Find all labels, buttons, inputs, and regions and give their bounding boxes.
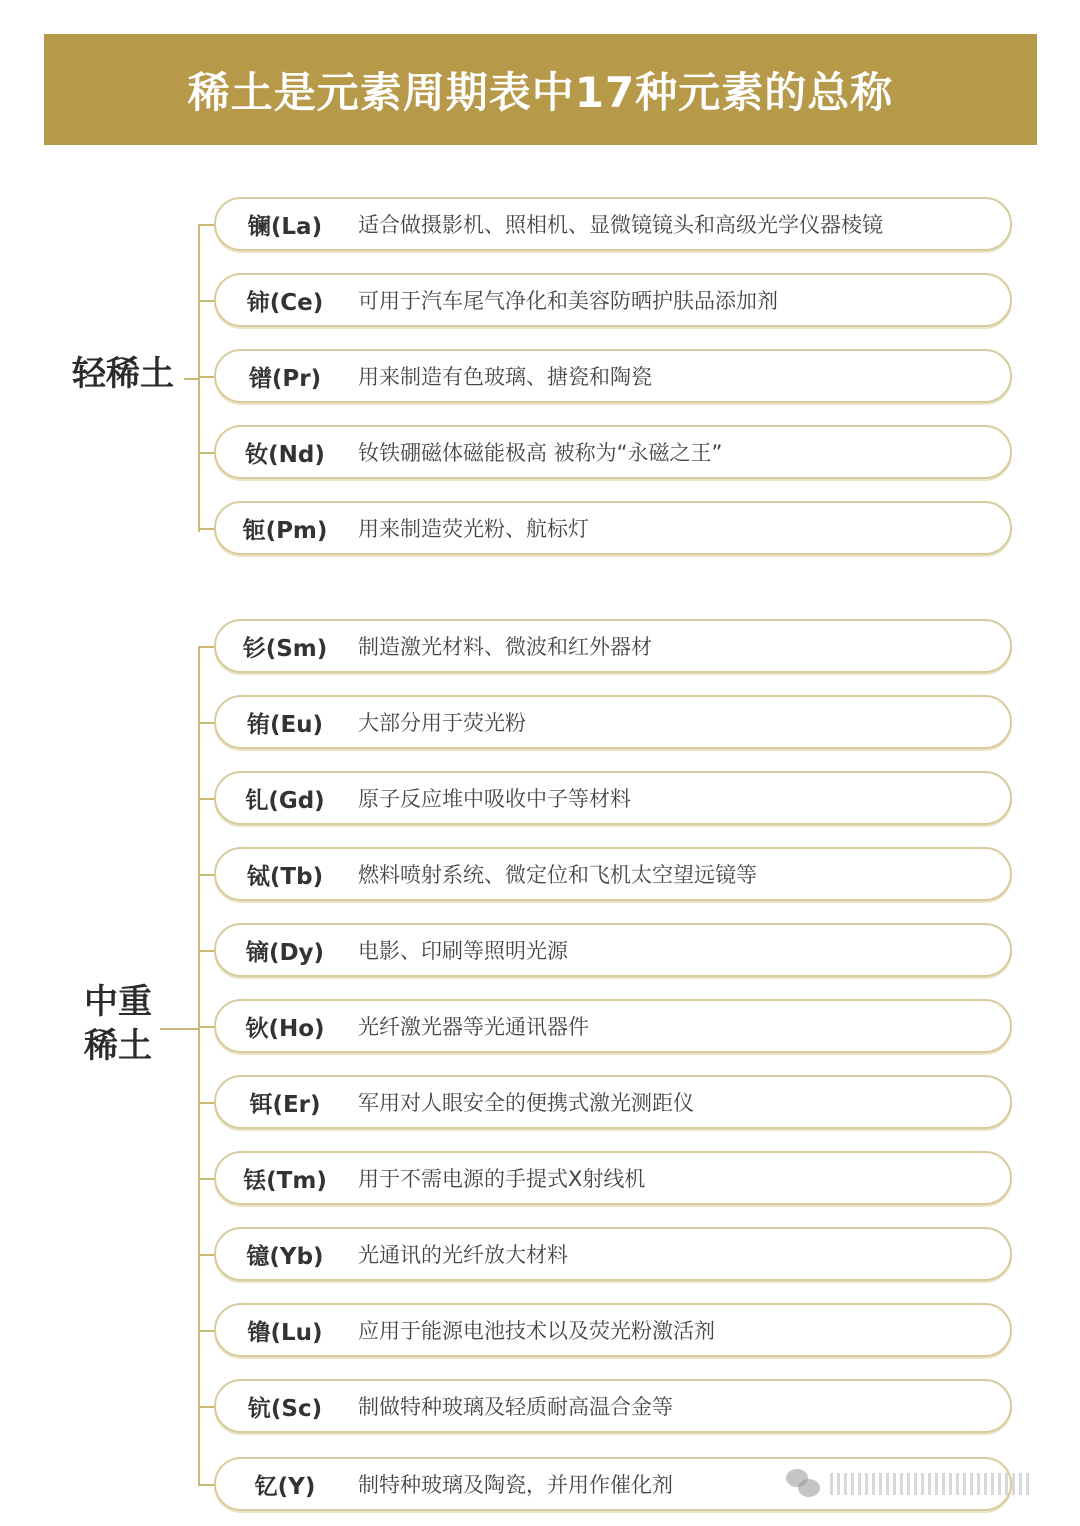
element-name: 铥(Tm) (243, 1167, 327, 1194)
element-description: 制做特种玻璃及轻质耐高温合金等 (358, 1395, 673, 1419)
element-description: 原子反应堆中吸收中子等材料 (358, 787, 631, 811)
group-label-heavy (84, 980, 174, 1068)
connector-heavy-stem (160, 1028, 198, 1030)
element-row-sc (214, 1379, 1012, 1433)
element-description: 光纤激光器等光通讯器件 (358, 1015, 589, 1039)
element-row-tb (214, 847, 1012, 901)
watermark (786, 1466, 1056, 1502)
element-name: 铕(Eu) (246, 711, 324, 738)
element-row-lu (214, 1303, 1012, 1357)
element-name: 钬(Ho) (245, 1015, 325, 1042)
connector-branch (198, 646, 214, 648)
connector-branch (198, 722, 214, 724)
element-name: 钕(Nd) (245, 441, 325, 468)
element-name: 镝(Dy) (245, 939, 325, 966)
element-name: 钐(Sm) (242, 635, 328, 662)
connector-light-spine (198, 224, 200, 532)
element-name: 钪(Sc) (247, 1395, 323, 1422)
element-description: 钕铁硼磁体磁能极高 被称为“永磁之王” (358, 441, 723, 465)
element-description: 制造激光材料、微波和红外器材 (358, 635, 652, 659)
watermark-obscured-text (830, 1473, 1030, 1495)
connector-branch (198, 1178, 214, 1180)
element-description: 可用于汽车尾气净化和美容防晒护肤品添加剂 (358, 289, 778, 313)
element-name: 钇(Y) (254, 1473, 316, 1500)
connector-branch (198, 1484, 214, 1486)
element-description: 适合做摄影机、照相机、显微镜镜头和高级光学仪器棱镜 (358, 213, 883, 237)
element-name: 镧(La) (247, 213, 323, 240)
connector-heavy-spine (198, 646, 200, 1486)
element-description: 军用对人眼安全的便携式激光测距仪 (358, 1091, 694, 1115)
connector-branch (198, 528, 214, 530)
connector-branch (198, 300, 214, 302)
title-banner (44, 34, 1037, 145)
connector-branch (198, 376, 214, 378)
element-row-yb (214, 1227, 1012, 1281)
element-row-ce (214, 273, 1012, 327)
connector-branch (198, 1406, 214, 1408)
connector-branch (198, 1102, 214, 1104)
group-label-light: 轻稀土 (72, 354, 174, 394)
element-name: 镱(Yb) (246, 1243, 324, 1270)
element-description: 光通讯的光纤放大材料 (358, 1243, 568, 1267)
wechat-watermark-icon (786, 1469, 822, 1499)
element-description: 应用于能源电池技术以及荧光粉激活剂 (358, 1319, 715, 1343)
connector-branch (198, 224, 214, 226)
connector-branch (198, 798, 214, 800)
element-description: 大部分用于荧光粉 (358, 711, 526, 735)
connector-branch (198, 874, 214, 876)
element-row-gd (214, 771, 1012, 825)
page-title: 稀土是元素周期表中17种元素的总称 (187, 67, 894, 117)
element-row-ho (214, 999, 1012, 1053)
connector-branch (198, 452, 214, 454)
element-description: 电影、印刷等照明光源 (358, 939, 568, 963)
element-row-er (214, 1075, 1012, 1129)
connector-light-stem (184, 378, 198, 380)
element-name: 铈(Ce) (246, 289, 324, 316)
element-name: 钷(Pm) (242, 517, 328, 544)
element-row-eu (214, 695, 1012, 749)
element-description: 制特种玻璃及陶瓷，并用作催化剂 (358, 1473, 673, 1497)
connector-branch (198, 1254, 214, 1256)
element-row-pr (214, 349, 1012, 403)
connector-branch (198, 1026, 214, 1028)
element-name: 铽(Tb) (246, 863, 324, 890)
element-row-pm (214, 501, 1012, 555)
element-name: 镥(Lu) (247, 1319, 323, 1346)
connector-branch (198, 1330, 214, 1332)
element-description: 用来制造有色玻璃、搪瓷和陶瓷 (358, 365, 652, 389)
element-name: 镨(Pr) (248, 365, 322, 392)
element-row-sm (214, 619, 1012, 673)
element-name: 铒(Er) (249, 1091, 321, 1118)
connector-branch (198, 950, 214, 952)
element-row-nd (214, 425, 1012, 479)
element-description: 用来制造荧光粉、航标灯 (358, 517, 589, 541)
element-description: 用于不需电源的手提式X射线机 (358, 1167, 646, 1191)
element-name: 钆(Gd) (245, 787, 325, 814)
group-label-heavy-line2: 稀土 (84, 1026, 152, 1067)
element-row-la (214, 197, 1012, 251)
element-description: 燃料喷射系统、微定位和飞机太空望远镜等 (358, 863, 757, 887)
element-row-dy (214, 923, 1012, 977)
group-label-heavy-line1: 中重 (84, 982, 152, 1022)
element-row-tm (214, 1151, 1012, 1205)
